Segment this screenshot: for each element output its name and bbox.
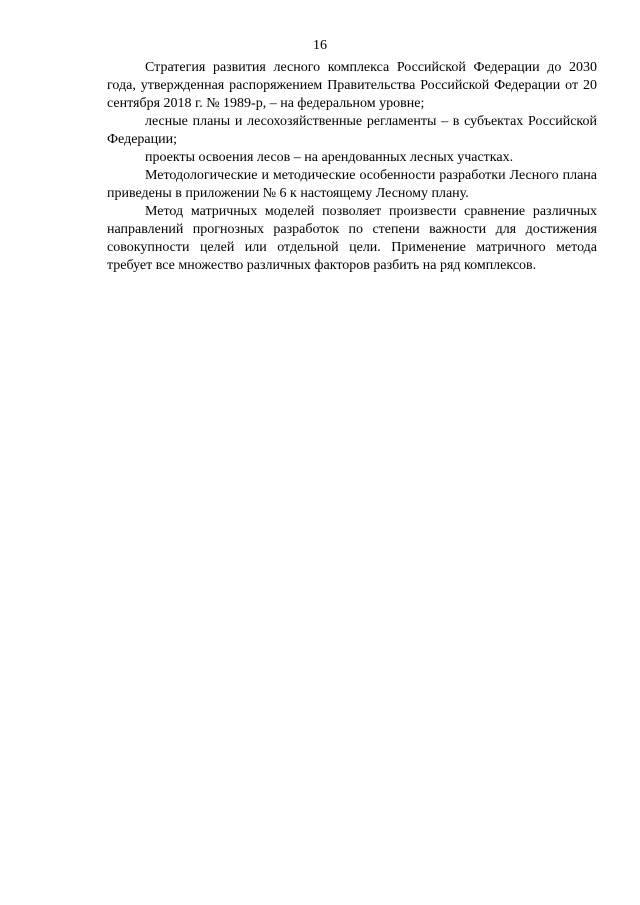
paragraph-methodology: Методологические и методические особенности разработки Лесного плана приведены в приложении № 6 к настоящему Лесному плану. xyxy=(107,168,597,201)
paragraph-development-projects: проекты освоения лесов – на арендованных лесных участках. xyxy=(145,150,514,165)
paragraph-matrix-method: Метод матричных моделей позволяет произвести сравнение различных направлений прогнозных разработок по степени важности для достижения совокупности целей или отдельной цели. Применение матричного метода требует все множество различных факторов разбить на ряд комплексов. xyxy=(107,204,597,273)
paragraph-forest-plans: лесные планы и лесохозяйственные регламенты – в субъектах Российской Федерации; xyxy=(107,114,597,147)
paragraph-strategy: Стратегия развития лесного комплекса Российской Федерации до 2030 года, утвержденная распоряжением Правительства Российской Федерации от 20 сентября 2018 г. № 1989-р, – на федеральном уровне; xyxy=(107,60,597,111)
document-body xyxy=(107,59,597,275)
page-number: 16 xyxy=(313,38,327,53)
